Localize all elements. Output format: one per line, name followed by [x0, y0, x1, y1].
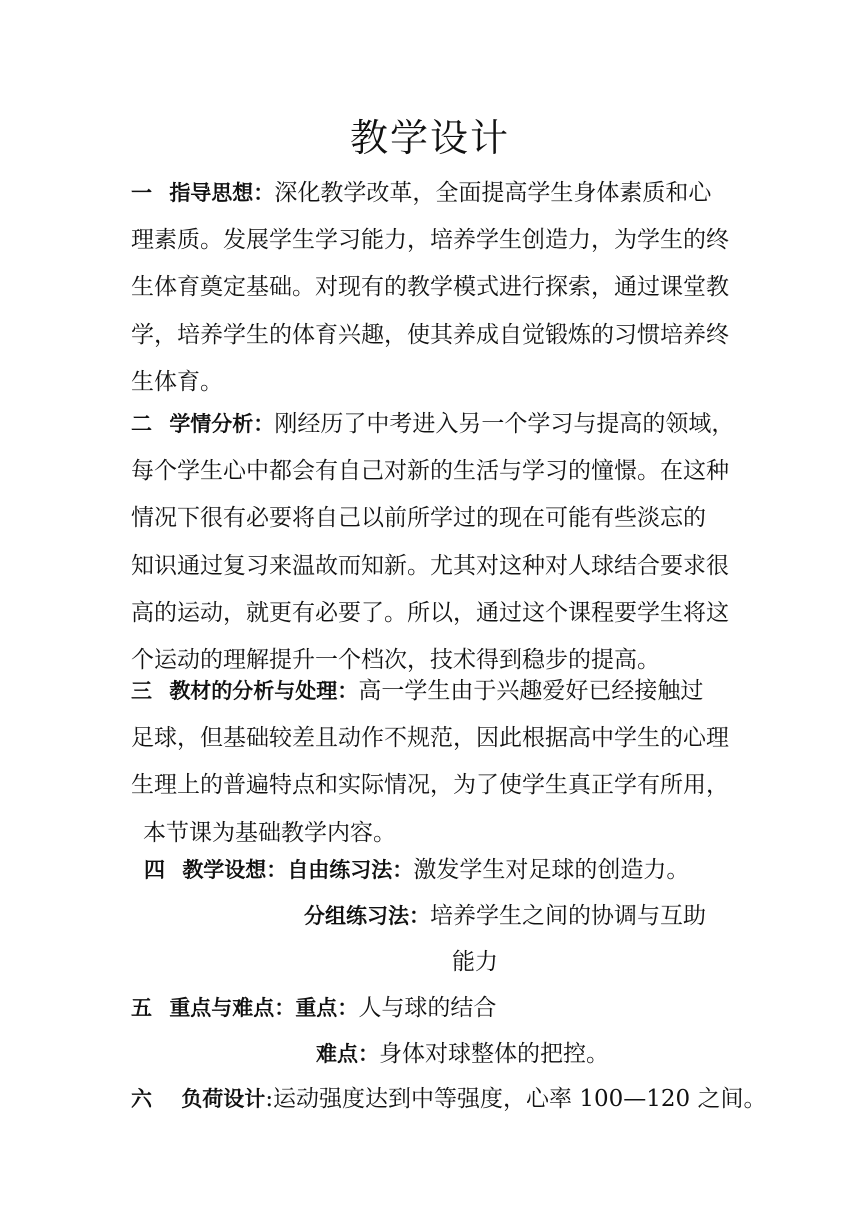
paragraph-line: 个运动的理解提升一个档次，技术得到稳步的提高。 [131, 646, 660, 673]
paragraph-line: 生体育。 [131, 368, 223, 395]
paragraph-line: 学，培养学生的体育兴趣，使其养成自觉锻炼的习惯培养终 [131, 321, 729, 348]
difficulty-item [316, 1031, 609, 1078]
difficulty-text: 身体对球整体的把控。 [379, 1041, 609, 1067]
paragraph-line [131, 170, 731, 217]
section-heading: 负荷设计 [181, 1087, 266, 1111]
key-point-text: 人与球的结合 [358, 995, 497, 1021]
method-label: 分组练习法： [304, 904, 430, 928]
paragraph-line: 理素质。发展学生学习能力，培养学生创造力，为学生的终 [131, 227, 729, 254]
section-text: 深化教学改革，全面提高学生身体素质和心 [274, 180, 712, 206]
section-text: 高一学生由于兴趣爱好已经接触过 [358, 678, 704, 704]
section-heading: 指导思想： [169, 181, 275, 205]
method-text: 激发学生对足球的创造力。 [413, 857, 690, 883]
section-number: 四 [144, 858, 165, 882]
section-material-analysis [131, 668, 731, 857]
section-number: 六 [131, 1087, 152, 1111]
section-learner-analysis [131, 401, 735, 684]
paragraph-line [131, 668, 731, 715]
section-key-points [131, 985, 496, 1032]
paragraph-line: 每个学生心中都会有自己对新的生活与学习的憧憬。在这种 [131, 458, 729, 485]
paragraph-line: 高的运动，就更有必要了。所以，通过这个课程要学生将这 [131, 599, 729, 626]
key-point-label: 重点： [295, 996, 359, 1020]
method-text-continued: 能力 [452, 949, 498, 975]
paragraph-line: 足球，但基础较差且动作不规范，因此根据高中学生的心理 [131, 725, 729, 752]
section-number: 一 [131, 181, 152, 205]
paragraph-line: 知识通过复习来温故而知新。尤其对这种对人球结合要求很 [131, 552, 729, 579]
section-text: :运动强度达到中等强度，心率 100—120 之间。 [265, 1086, 767, 1112]
section-number: 五 [131, 996, 152, 1020]
section-heading: 重点与难点： [169, 996, 296, 1020]
section-heading: 教材的分析与处理： [169, 679, 359, 703]
section-number: 二 [131, 412, 152, 436]
method-item [304, 893, 706, 940]
paragraph-line: 情况下很有必要将自己以前所学过的现在可能有些淡忘的 [131, 505, 706, 532]
section-load-design [131, 1076, 766, 1123]
section-heading: 学情分析： [169, 412, 275, 436]
paragraph-line: 生理上的普遍特点和实际情况，为了使学生真正学有所用， [131, 772, 729, 799]
paragraph-line: 生体育奠定基础。对现有的教学模式进行探索，通过课堂教 [131, 274, 729, 301]
section-heading: 教学设想： [182, 858, 288, 882]
section-text: 刚经历了中考进入另一个学习与提高的领域， [274, 411, 735, 437]
section-number: 三 [131, 679, 152, 703]
section-guiding-ideology [131, 170, 731, 406]
document-title: 教学设计 [349, 116, 510, 160]
paragraph-line [131, 401, 735, 448]
method-label: 自由练习法： [287, 858, 414, 882]
section-teaching-concept [144, 847, 689, 894]
paragraph-line: 本节课为基础教学内容。 [143, 819, 396, 846]
difficulty-label: 难点： [316, 1042, 379, 1066]
method-text: 培养学生之间的协调与互助 [430, 903, 706, 929]
